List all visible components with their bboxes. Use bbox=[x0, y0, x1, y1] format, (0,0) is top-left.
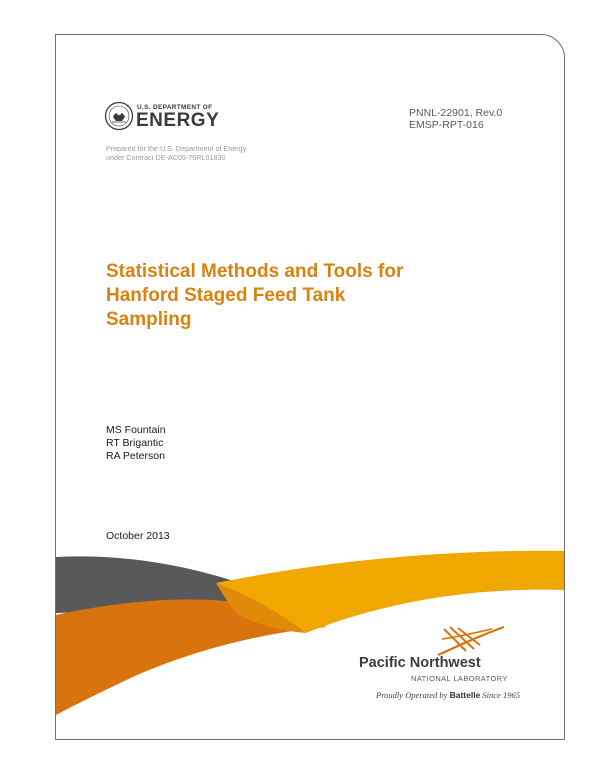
title-line-2: Hanford Staged Feed Tank bbox=[106, 285, 346, 306]
doe-department-label: U.S. DEPARTMENT OF bbox=[137, 104, 213, 111]
author-list bbox=[106, 424, 166, 463]
secondary-report-number: EMSP-RPT-016 bbox=[409, 119, 484, 131]
lab-subtitle: NATIONAL LABORATORY bbox=[411, 674, 508, 683]
operated-prefix: Proudly Operated by bbox=[376, 690, 448, 700]
report-title bbox=[106, 260, 506, 332]
author-name: RT Brigantic bbox=[106, 437, 164, 449]
doe-energy-label: ENERGY bbox=[136, 110, 220, 131]
doe-logo bbox=[104, 101, 264, 141]
report-cover bbox=[55, 34, 565, 740]
prepared-line-2: under Contract DE-AC05-76RL01830 bbox=[106, 153, 226, 162]
publication-date: October 2013 bbox=[106, 530, 170, 542]
doe-seal-icon bbox=[104, 101, 134, 131]
title-line-1: Statistical Methods and Tools for bbox=[106, 261, 404, 282]
report-identifiers bbox=[409, 107, 502, 131]
author-name: RA Peterson bbox=[106, 450, 165, 462]
prepared-line-1: Prepared for the U.S. Department of Energy bbox=[106, 144, 247, 153]
report-number: PNNL-22901, Rev.0 bbox=[409, 107, 503, 119]
lab-operated-by bbox=[376, 690, 520, 700]
author-name: MS Fountain bbox=[106, 424, 166, 436]
contract-statement bbox=[106, 144, 246, 162]
operated-suffix: Since 1965 bbox=[482, 690, 520, 700]
pnnl-mark-icon bbox=[436, 625, 506, 657]
title-line-3: Sampling bbox=[106, 309, 192, 330]
lab-name: Pacific Northwest bbox=[359, 655, 481, 671]
operator-name: Battelle bbox=[449, 690, 481, 700]
